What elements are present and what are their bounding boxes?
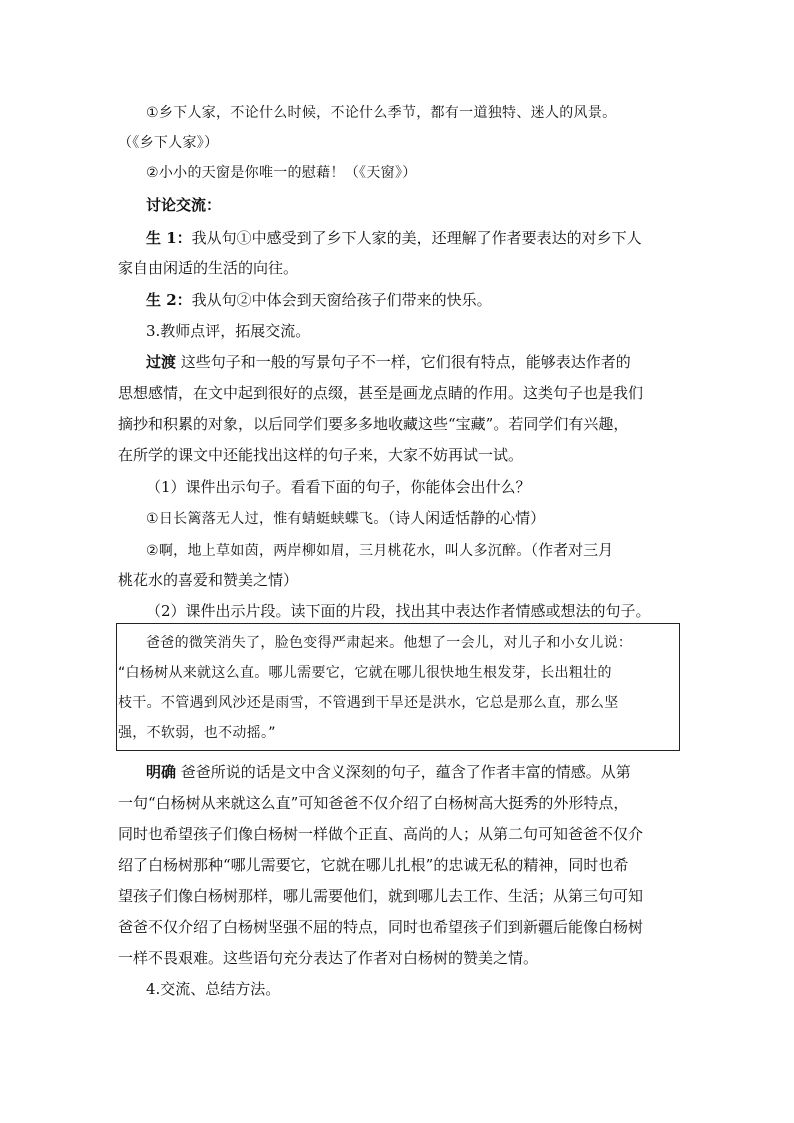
poem-line-1-text: ①日长篱落无人过，惟有蜻蜓蛱蝶飞。	[146, 511, 388, 527]
excerpt-line-4: 强，不软弱，也不动摇。”	[118, 725, 276, 741]
clarification-text: 爸爸所说的话是文中含义深刻的句子，蕴含了作者丰富的情感。从第	[180, 763, 631, 781]
clarification-line-6: 爸爸不仅介绍了白杨树坚强不屈的特点，同时也希望孩子们到新疆后能像白杨树	[118, 918, 644, 936]
task-1-heading: （1）课件出示句子。看看下面的句子，你能体会出什么？	[146, 478, 531, 496]
example-sentence-2: ②小小的天窗是你唯一的慰藉！（《天窗》）	[146, 165, 417, 181]
transition-paragraph-line-2: 思想感情，在文中起到很好的点缀，甚至是画龙点睛的作用。这类句子也是我们	[118, 384, 644, 402]
clarification-line-3: 同时也希望孩子们像白杨树一样做个正直、高尚的人；从第二句可知爸爸不仅介	[118, 825, 644, 843]
transition-paragraph-line-4: 在所学的课文中还能找出这样的句子来，大家不妨再试一试。	[118, 446, 524, 464]
transition-paragraph	[146, 352, 682, 372]
clarification-line-5: 望孩子们像白杨树那样，哪儿需要他们，就到哪儿去工作、生活；从第三句可知	[118, 887, 644, 905]
clarification-line-7: 一样不畏艰难。这些语句充分表达了作者对白杨树的赞美之情。	[118, 949, 539, 967]
transition-text: 这些句子和一般的写景句子不一样，它们很有特点，能够表达作者的	[180, 353, 631, 371]
poem-line-2-note-cont: 桃花水的喜爱和赞美之情）	[118, 571, 299, 589]
example-sentence-1-source: （《乡下人家》）	[118, 135, 219, 151]
discussion-heading: 讨论交流：	[146, 196, 222, 214]
transition-label: 过渡	[146, 353, 177, 371]
clarification-label: 明确	[146, 763, 177, 781]
clarification-line-2: 一句“白杨树从来就这么直”可知爸爸不仅介绍了白杨树高大挺秀的外形特点，	[118, 794, 629, 812]
example-sentence-1: ①乡下人家，不论什么时候，不论什么季节，都有一道独特、迷人的风景。	[146, 105, 617, 121]
poem-line-2-note: （作者对三月	[530, 541, 614, 559]
task-2-heading: （2）课件出示片段。读下面的片段，找出其中表达作者情感或想法的句子。	[146, 602, 651, 620]
student-2-label: 生 2：	[146, 291, 192, 309]
student-1-label: 生 1：	[146, 229, 192, 247]
poem-line-2-text: ②啊，地上草如茵，两岸柳如眉，三月桃花水，叫人多沉醉。	[146, 543, 531, 559]
student-2-answer	[146, 290, 682, 310]
poem-line-1	[146, 508, 682, 529]
transition-paragraph-line-3: 摘抄和积累的对象，以后同学们要多多地收藏这些“宝藏”。若同学们有兴趣，	[118, 415, 629, 433]
step-4-heading: 4.交流、总结方法。	[146, 980, 281, 998]
excerpt-line-1: 爸爸的微笑消失了，脸色变得严肃起来。他想了一会儿，对儿子和小女儿说：	[146, 635, 633, 651]
poem-line-2	[146, 540, 682, 561]
student-1-answer-cont: 家自由闲适的生活的向往。	[118, 259, 299, 277]
poem-line-1-note: （诗人闲适恬静的心情）	[387, 509, 546, 527]
step-3-heading: 3.教师点评，拓展交流。	[146, 322, 311, 340]
clarification-line-4: 绍了白杨树那种“哪儿需要它，它就在哪儿扎根”的忠诚无私的精神，同时也希	[118, 856, 629, 874]
excerpt-line-3: 枝干。不管遇到风沙还是雨雪，不管遇到干旱还是洪水，它总是那么直，那么坚	[118, 695, 619, 711]
student-1-text: 我从句①中感受到了乡下人家的美，还理解了作者要表达的对乡下人	[191, 229, 642, 247]
student-1-answer	[146, 228, 682, 248]
student-2-text: 我从句②中体会到天窗给孩子们带来的快乐。	[191, 291, 492, 309]
clarification-paragraph	[146, 762, 682, 782]
excerpt-line-2: “白杨树从来就这么直。哪儿需要它，它就在哪儿很快地生根发芽，长出粗壮的	[118, 665, 612, 681]
